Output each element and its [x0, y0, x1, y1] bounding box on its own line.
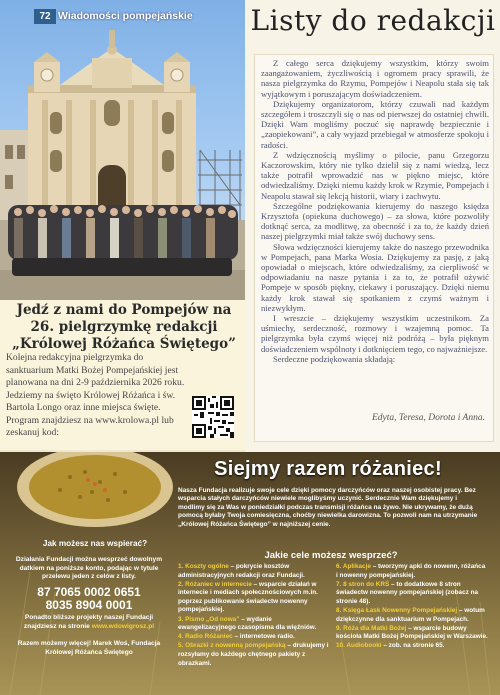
goals-list-left: [178, 563, 330, 669]
letter-paragraph: Słowa wdzięczności kierujemy także do naszego przewodnika w Pompejach, pana Marka Wosia. Dziękujemy za pasję, z jaką opowiadał o miejscach, które odwiedzaliśmy, za cierpliwość w odpowiadaniu na nasze pytania i za to, że potrafił ożywić Pompeje w sposób piękny, ciekawy i poruszający. Dzięki niemu każdy krok stawał się spotkaniem z czymś ważnym i niezwykłym.: [261, 241, 489, 313]
goal-item: [336, 581, 488, 607]
letter-paragraph: Z wdzięcznością myślimy o pilocie, panu Grzegorzu Kaczorowskim, który nie tylko dzielił się z nami wiedzą, lecz także potrafił wprowadzić nas w piękno miejsc, które odwiedzaliśmy. Dzięki niemu każdy krok w Rzymie, Pompejach i Neapolu stawał się lekcją historii, wiary i zachwytu.: [261, 149, 489, 201]
goal-description: – pokrycie kosztów administracyjnych redakcji oraz Fundacji.: [178, 563, 305, 579]
goal-name: 4. Radio Różaniec: [178, 633, 233, 641]
bank-account-line-2: 8035 8904 0001: [45, 598, 133, 612]
wdowigrosz-link[interactable]: www.wdowigrosz.pl: [91, 622, 155, 630]
signoff: Razem możemy więcej! Marek Woś, Fundacja Królowej Różańca Świętego: [17, 640, 161, 656]
qr-code[interactable]: [192, 396, 234, 438]
goals-list-right: [336, 563, 488, 651]
rosary-intro: Nasza Fundacja realizuje swoje cele dzięki pomocy darczyńców oraz naszej osobistej pracy. Bez wsparcia stałych darczyńców niewiele moglibyśmy uczynić. Serdecznie Wam dziękujemy i modlimy się za Was w poniedziałki podczas transmisji różańca na żywo. Nie ukrywamy, że dużą pomocą byłaby Twoja comiesięczna, choćby niewielka darowizna. To pozwoli nam na utrzymanie „Królowej Różańca Świętego” w najniższej cenie.: [178, 487, 478, 528]
goal-description: – internetowe radio.: [232, 633, 295, 641]
goal-name: 5. Obrazki z nowenną pompejańską: [178, 642, 286, 650]
support-website-text: [14, 614, 164, 631]
bank-account-line-1: 87 7065 0002 0651: [37, 585, 141, 599]
goal-description: – zob. na stronie 65.: [381, 642, 445, 650]
goal-item: [178, 633, 330, 642]
goals-title: Jakie cele możesz wesprzeć?: [264, 550, 398, 561]
rosary-title: Siejmy razem różaniec!: [214, 458, 442, 480]
letter-paragraph: I wreszcie – dziękujemy wszystkim uczestnikom. Za uśmiechy, serdeczność, rozmowy i wzajemną pomoc. Ta pielgrzymka była czymś więcej niż podróżą – była pięknym doświadczeniem wspólnoty i dotknięciem tego, co najważniejsze.: [261, 313, 489, 354]
goal-item: [336, 625, 488, 642]
trip-body: Kolejna redakcyjna pielgrzymka do sanktuarium Matki Bożej Pompejańskiej jest planowana na dni 2-9 października 2026 roku. Jedziemy na święto Królowej Różańca i św. Bartola Longo oraz inne miejsca święte. Program znajdziesz na www.krolowa.pl lub zeskanuj kod:: [6, 352, 185, 438]
letters-text: [261, 58, 489, 364]
pilgrimage-photo: [0, 0, 245, 300]
goal-item: [178, 581, 330, 615]
goal-description: – wotum dziękczynne dla sanktuarium w Pompejach.: [336, 606, 485, 623]
goal-item: [178, 616, 330, 633]
goal-item: [178, 642, 330, 668]
support-title: Jak możesz nas wspierać?: [42, 539, 148, 548]
letter-paragraph: Szczególne podziękowania kierujemy do naszego księdza Krzysztofa (opiekuna duchowego) – za słowa, które pozwoliły dotknąć serca, za modlitwę, za obecność i za to, że każdy dzień naszej pielgrzymki miał także swój duchowy sens.: [261, 200, 489, 242]
goal-item: [336, 642, 488, 651]
goal-description: – drukujemy i rozsyłamy do każdego chętnego pakiety z obrazkami.: [178, 642, 329, 667]
goal-name: 9. Róża dla Matki Bożej: [336, 624, 407, 632]
goal-description: – wsparcie budowy kościoła Matki Bożej Pompejańskiej w Warszawie.: [336, 624, 488, 641]
goal-name: 8. Księga Łask Nowenny Pompejańskiej: [336, 606, 458, 614]
letter-paragraph: Dziękujemy organizatorom, którzy czuwali nad każdym szczegółem i troszczyli się o nas od pierwszej do ostatniej chwili. Dzięki Wam mogliśmy poczuć się naprawdę bezpiecznie i „zaopiekowani”, a cały wyjazd przebiegał w atmosferze spokoju i radości.: [261, 98, 489, 150]
goal-name: 3. Pismo „Od nowa”: [178, 615, 240, 623]
trip-title: Jedź z nami do Pompejów na 26. pielgrzymkę redakcji „Królowej Różańca Świętego”: [12, 302, 236, 352]
goal-name: 6. Aplikacje: [336, 563, 371, 570]
basilica-illustration: [0, 0, 245, 300]
goal-item: [178, 563, 330, 580]
goal-name: 10. Audiobooki: [336, 642, 382, 650]
section-title: Wiadomości pompejańskie: [58, 10, 193, 22]
goal-description: – wsparcie działań w internecie i mediach społecznościowych m.in. poprzez publikowanie świadectw nowenny pompejańskiej.: [178, 580, 318, 614]
goal-description: – tworzymy apki do nowenn, różańca i nowenny pompejańskiej.: [336, 563, 486, 579]
goal-name: 2. Różaniec w internecie: [178, 580, 252, 588]
qr-code-icon: [192, 396, 234, 438]
letters-title: Listy do redakcji: [250, 4, 496, 37]
goal-description: – to dodatkowe 8 stron świadectw nowenny pompejańskiej (zobacz na stronie 48).: [336, 580, 479, 605]
letter-paragraph: Z całego serca dziękujemy wszystkim, którzy swoim zaangażowaniem, życzliwością i ogromem pracy sprawili, że nasza pielgrzymka do Rzymu, Pompejów i Neapolu stała się tak wyjątkowym i poruszającym doświadczeniem.: [261, 58, 489, 99]
letter-paragraph: Serdeczne podziękowania składają:: [273, 353, 396, 364]
goal-name: 7. 8 stron do KRŚ: [336, 580, 390, 588]
support-text: Działania Fundacji można wesprzeć dowolnym datkiem na poniższe konto, podając w tytule przelewu jeden z celów z listy.: [15, 556, 163, 581]
goal-item: [336, 563, 488, 580]
goal-name: 1. Koszty ogólne: [178, 563, 229, 570]
letter-signature: Edyta, Teresa, Dorota i Anna.: [371, 413, 485, 423]
goal-item: [336, 607, 488, 624]
page-number: 72: [34, 9, 56, 24]
goal-description: – wydanie ewangelizacyjnego czasopisma dla więźniów.: [178, 615, 317, 632]
support-website-prefix: Ponadto bliższe projekty naszej Fundacji znajdziesz na stronie: [23, 614, 154, 630]
